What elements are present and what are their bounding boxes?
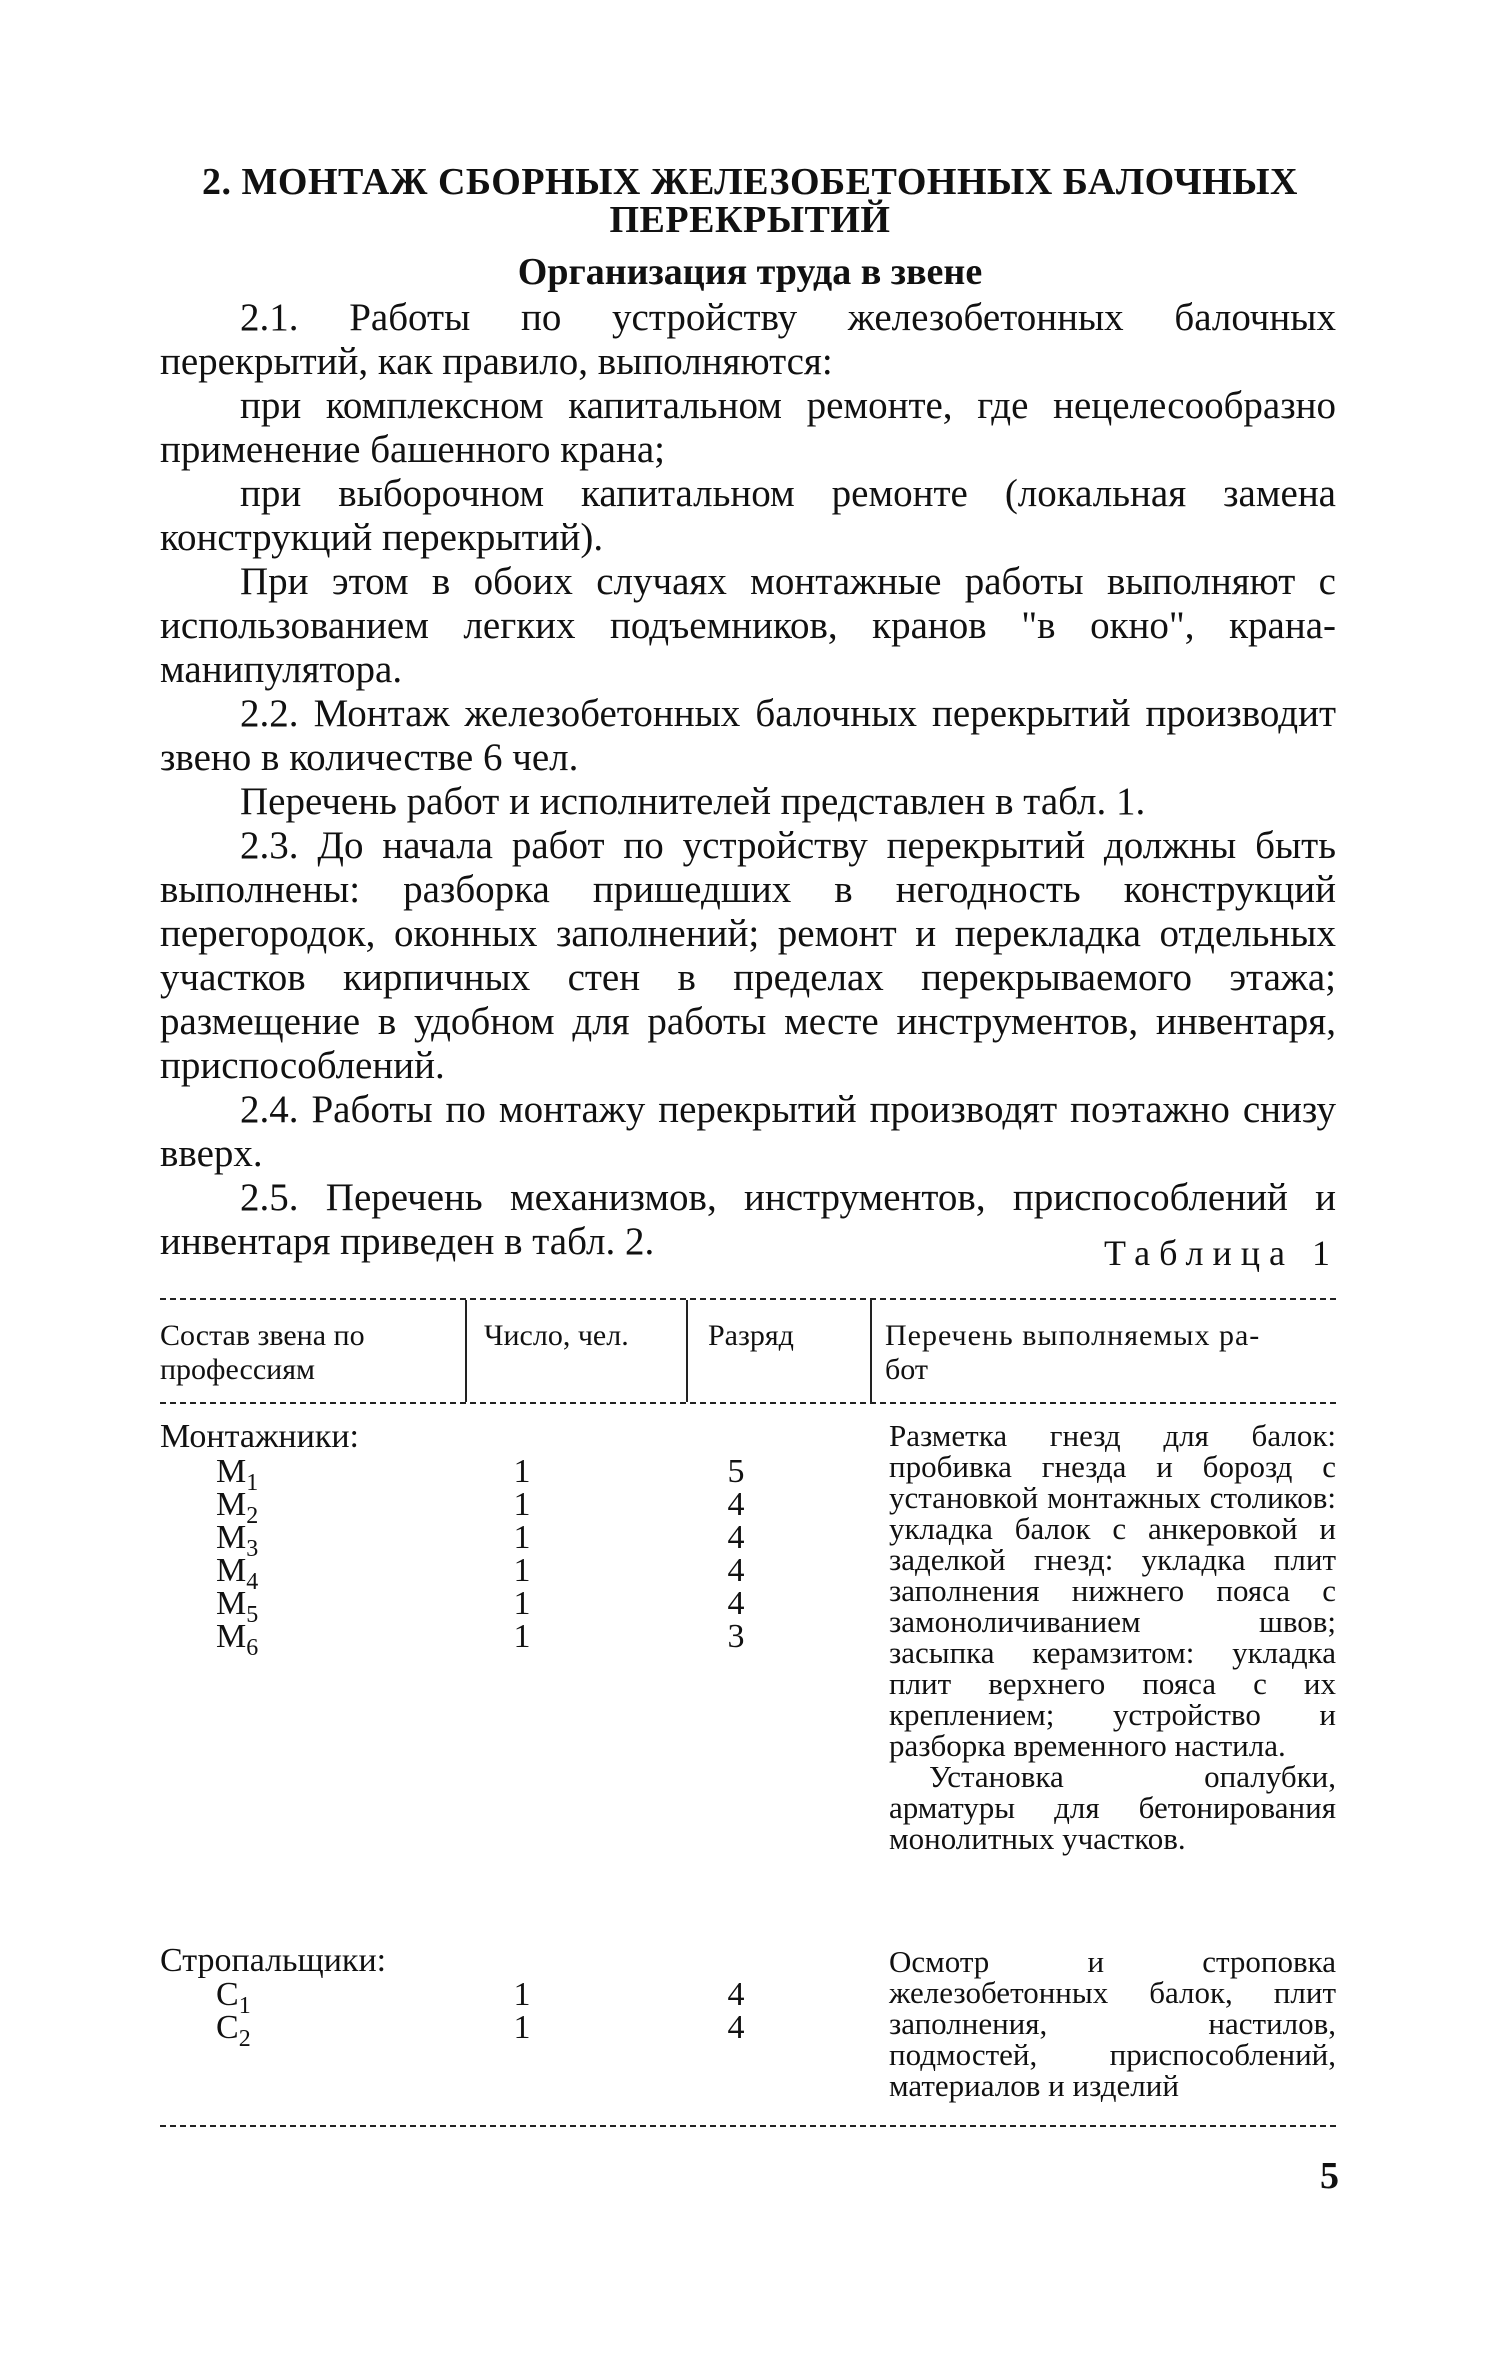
work-text: Разметка гнезд для балок: пробивка гнезда и борозд с установкой монтажных столиков: укладка балок с анкеровкой и заделкой гнезд: укладка плит заполнения нижнего пояса с замоноличиванием швов; засыпка керамзитом: укладка плит верхнего пояса с их креплением; устройство и разборка временного настила.	[889, 1418, 1336, 1763]
paragraph: При этом в обоих случаях монтажные работы выполняют с использованием легких подъемников, кранов "в окно", крана-манипулятора.	[160, 560, 1336, 691]
group-label-installers: Монтажники:	[160, 1418, 359, 1455]
table-row-code: $М_2$	[216, 1486, 259, 1529]
works-description-installers	[889, 1420, 1336, 1854]
table-row-count: 1	[513, 1453, 531, 1490]
paragraph: Перечень работ и исполнителей представлен в табл. 1.	[240, 780, 1146, 823]
header-count: Число, чел.	[484, 1319, 629, 1352]
header-grade: Разряд	[708, 1319, 794, 1352]
paragraph: при выборочном капитальном ремонте (локальная замена конструкций перекрытий).	[160, 472, 1336, 559]
table-row-grade: 4	[727, 2009, 745, 2046]
paragraph: 2.1. Работы по устройству железобетонных балочных перекрытий, как правило, выполняются:	[160, 296, 1336, 383]
table-row-grade: 3	[727, 1618, 745, 1655]
table-row-count: 1	[513, 1552, 531, 1589]
table-row-count: 1	[513, 1976, 531, 2013]
paragraph: 2.5. Перечень механизмов, инструментов, приспособлений и инвентаря приведен в табл. 2.	[160, 1176, 1336, 1263]
column-divider	[686, 1300, 688, 1402]
works-description-slingers	[889, 1946, 1336, 2101]
header-composition-line2: профессиям	[160, 1353, 316, 1386]
paragraph: при комплексном капитальном ремонте, где нецелесообразно применение башенного крана;	[160, 384, 1336, 471]
table-row-code: $М_3$	[216, 1519, 259, 1562]
table-row-count: 1	[513, 1486, 531, 1523]
table-row-grade: 4	[727, 1585, 745, 1622]
table-row-code: $С_1$	[216, 1976, 251, 2019]
chapter-title-line1: 2. МОНТАЖ СБОРНЫХ ЖЕЛЕЗОБЕТОННЫХ БАЛОЧНЫХ	[202, 161, 1298, 203]
section-heading: Организация труда в звене	[517, 251, 983, 293]
table-row-grade: 5	[727, 1453, 745, 1490]
header-composition-line1: Состав звена по	[160, 1319, 365, 1352]
paragraph: 2.2. Монтаж железобетонных балочных перекрытий производит звено в количестве 6 чел.	[160, 692, 1336, 779]
table-row-grade: 4	[727, 1552, 745, 1589]
table-row-grade: 4	[727, 1976, 745, 2013]
table-row-code: $С_2$	[216, 2009, 251, 2052]
table-row-grade: 4	[727, 1486, 745, 1523]
table-row-code: $М_1$	[216, 1453, 259, 1496]
table-row-count: 1	[513, 1519, 531, 1556]
table-row-code: $М_4$	[216, 1552, 259, 1595]
table-row-code: $М_6$	[216, 1618, 259, 1661]
table-row-count: 1	[513, 2009, 531, 2046]
column-divider	[870, 1300, 872, 1402]
work-text: Осмотр и строповка железобетонных балок, плит заполнения, настилов, подмостей, приспособлений, материалов и изделий	[889, 1944, 1336, 2103]
table-row-count: 1	[513, 1618, 531, 1655]
table-caption: Таблица 1	[1104, 1233, 1339, 1273]
header-works-line1: Перечень выполняемых ра-	[885, 1319, 1261, 1352]
table-bottom-rule	[160, 2125, 1336, 2127]
group-label-slingers: Стропальщики:	[160, 1942, 387, 1979]
table-top-rule	[160, 1298, 1336, 1300]
column-divider	[465, 1300, 467, 1402]
chapter-title-line2: ПЕРЕКРЫТИЙ	[609, 199, 891, 241]
header-works-line2: бот	[885, 1353, 928, 1386]
table-header-rule	[160, 1402, 1336, 1404]
work-text: Установка опалубки, арматуры для бетонирования монолитных участков.	[889, 1759, 1336, 1856]
paragraph: 2.3. До начала работ по устройству перекрытий должны быть выполнены: разборка пришедших в негодность конструкций перегородок, оконных заполнений; ремонт и перекладка отдельных участков кирпичных стен в пределах перекрываемого этажа; размещение в удобном для работы месте инструментов, инвентаря, приспособлений.	[160, 824, 1336, 1087]
table-row-code: $М_5$	[216, 1585, 259, 1628]
page-number: 5	[1320, 2155, 1339, 2197]
table-row-grade: 4	[727, 1519, 745, 1556]
table-row-count: 1	[513, 1585, 531, 1622]
paragraph: 2.4. Работы по монтажу перекрытий производят поэтажно снизу вверх.	[160, 1088, 1336, 1175]
body-text	[160, 296, 1336, 1264]
